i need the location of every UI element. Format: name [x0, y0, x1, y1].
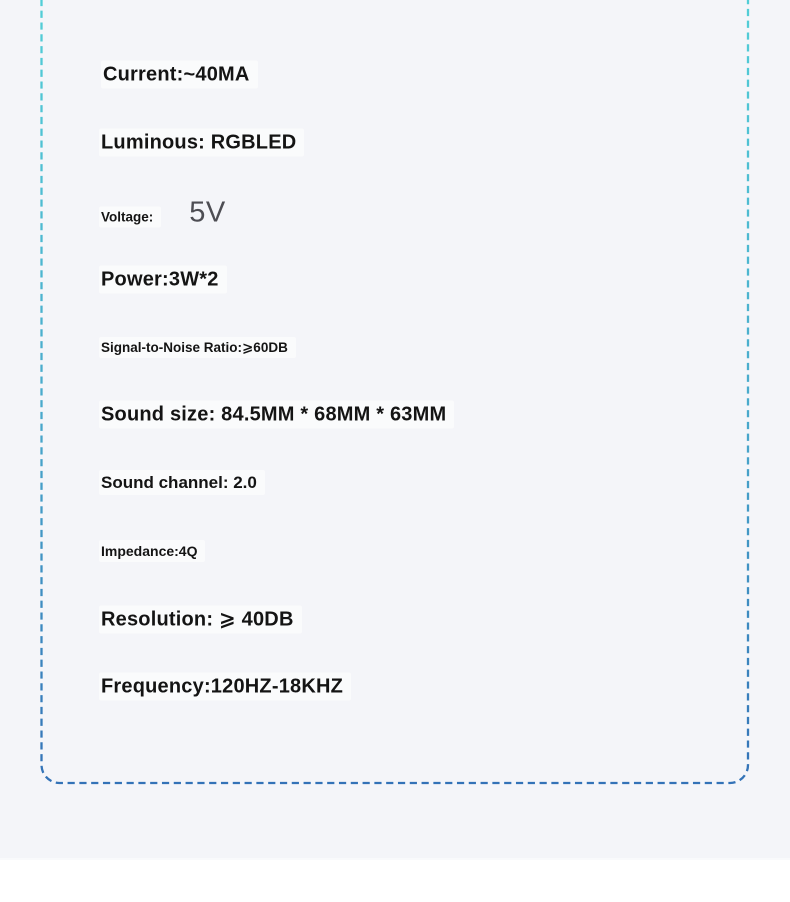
spec-line-power [99, 269, 227, 292]
spec-line-luminous [99, 132, 304, 155]
bottom-white-strip [0, 858, 790, 902]
spec-label-voltage: Voltage: [99, 207, 161, 228]
spec-text-resolution: Resolution: ⩾ 40DB [99, 606, 302, 634]
spec-line-snr [99, 340, 296, 356]
spec-text-luminous: Luminous: RGBLED [99, 129, 304, 157]
spec-text-frequency: Frequency:120HZ-18KHZ [99, 673, 351, 701]
spec-line-resolution [99, 607, 302, 632]
spec-line-sound-channel [99, 473, 265, 493]
spec-line-impedance [99, 543, 205, 559]
spec-line-voltage [99, 197, 226, 230]
spec-line-current [101, 64, 258, 87]
spec-line-frequency [99, 676, 351, 699]
spec-text-snr: Signal-to-Noise Ratio:⩾60DB [99, 337, 296, 358]
spec-text-impedance: Impedance:4Q [99, 540, 205, 562]
spec-text-power: Power:3W*2 [99, 266, 227, 294]
spec-value-voltage: 5V [189, 196, 226, 229]
spec-line-sound-size [99, 404, 454, 427]
spec-text-current: Current:~40MA [101, 61, 258, 89]
spec-text-sound-channel: Sound channel: 2.0 [99, 470, 265, 495]
spec-text-sound-size: Sound size: 84.5MM * 68MM * 63MM [99, 401, 454, 429]
